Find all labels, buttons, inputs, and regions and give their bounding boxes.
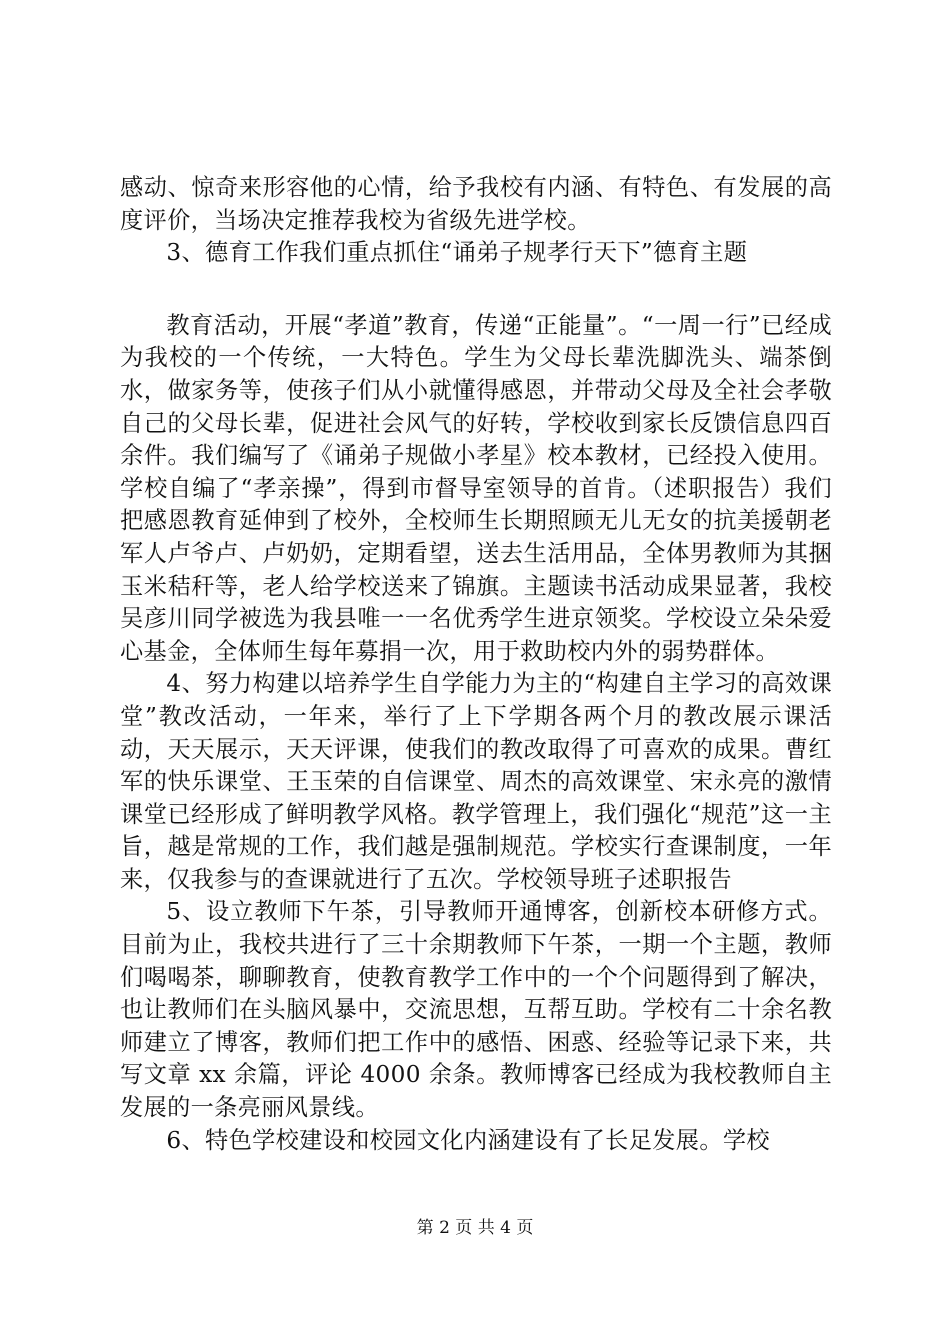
page-number-footer: 第 2 页 共 4 页 [416,1218,534,1238]
paragraph-moral-education: 教育活动，开展“孝道”教育，传递“正能量”。“一周一行”已经成为我校的一个传统，一大特色。学生为父母长辈洗脚洗头、端茶倒水，做家务等，使孩子们从小就懂得感恩，并带动父母及全社会孝敬自己的父母长辈，促进社会风气的好转，学校收到家长反馈信息四百余件。我们编写了《诵弟子规做小孝星》校本教材，已经投入使用。学校自编了“孝亲操”，得到市督导室领导的首肯。（述职报告）我们把感恩教育延伸到了校外，全校师生长期照顾无儿无女的抗美援朝老军人卢爷卢、卢奶奶，定期看望，送去生活用品，全体男教师为其捆玉米秸秆等，老人给学校送来了锦旗。主题读书活动成果显著，我校吴彦川同学被选为我县唯一一名优秀学生进京领奖。学校设立朵朵爱心基金，全体师生每年募捐一次，用于救助校内外的弱势群体。 [120,311,832,665]
document-body [120,172,832,1157]
paragraph-item-5: 5、设立教师下午茶，引导教师开通博客，创新校本研修方式。目前为止，我校共进行了三十余期教师下午茶，一期一个主题，教师们喝喝茶，聊聊教育，使教育教学工作中的一个个问题得到了解决，也让教师们在头脑风暴中，交流思想，互帮互助。学校有二十余名教师建立了博客，教师们把工作中的感悟、困惑、经验等记录下来，共写文章 xx 余篇，评论 4000 余条。教师博客已经成为我校教师自主发展的一条亮丽风景线。 [120,898,832,1122]
paragraph-item-6: 6、特色学校建设和校园文化内涵建设有了长足发展。学校 [166,1126,770,1154]
paragraph-item-3-heading: 3、德育工作我们重点抓住“诵弟子规孝行天下”德育主题 [166,239,748,267]
paragraph-continuation: 感动、惊奇来形容他的心情，给予我校有内涵、有特色、有发展的高度评价，当场决定推荐我校为省级先进学校。 [120,174,832,234]
paragraph-item-4: 4、努力构建以培养学生自学能力为主的“构建自主学习的高效课堂”教改活动，一年来，举行了上下学期各两个月的教改展示课活动，天天展示，天天评课，使我们的教改取得了可喜欢的成果。曹红军的快乐课堂、王玉荣的自信课堂、周杰的高效课堂、宋永亮的激情课堂已经形成了鲜明教学风格。教学管理上，我们强化“规范”这一主旨，越是常规的工作，我们越是强制规范。学校实行查课制度，一年来，仅我参与的查课就进行了五次。学校领导班子述职报告 [120,670,832,893]
